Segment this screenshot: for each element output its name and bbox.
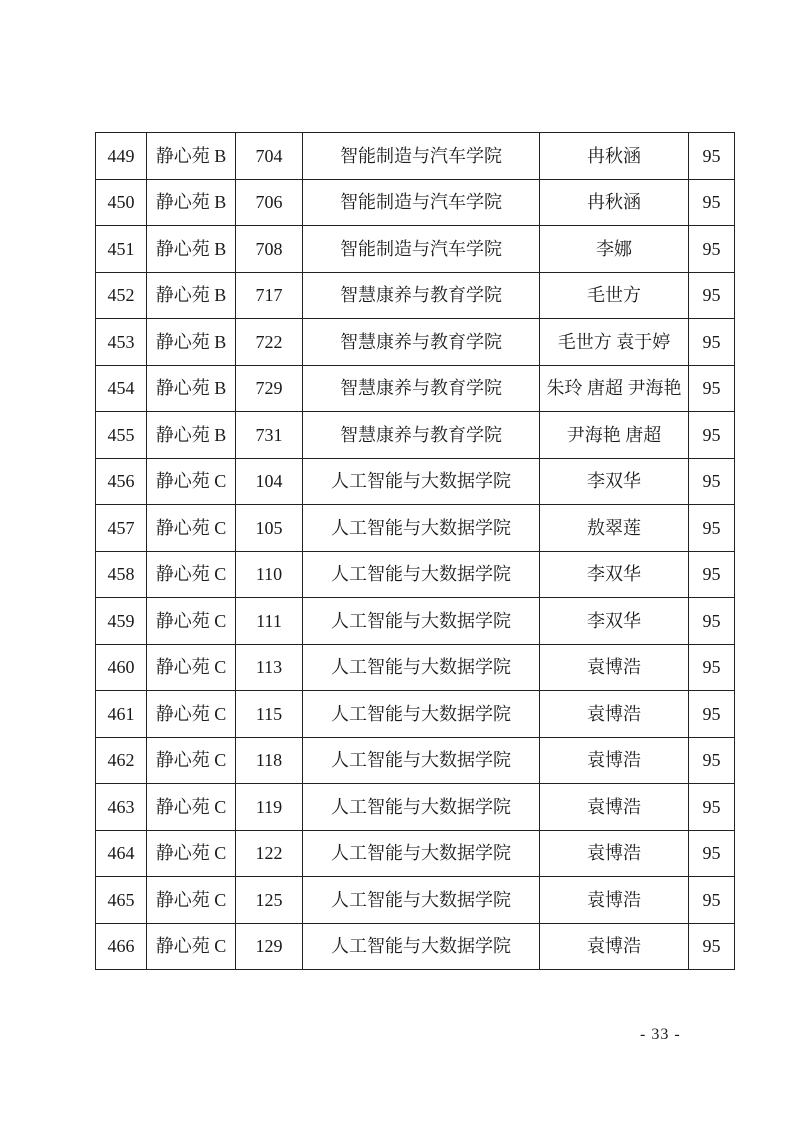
teacher-name: 冉秋涵 [540, 179, 689, 226]
building-name: 静心苑 C [147, 598, 236, 645]
teacher-name: 袁博浩 [540, 877, 689, 924]
row-number: 452 [96, 272, 147, 319]
room-number: 729 [236, 365, 303, 412]
college-name: 智能制造与汽车学院 [303, 226, 540, 273]
score: 95 [689, 319, 735, 366]
building-name: 静心苑 C [147, 737, 236, 784]
score: 95 [689, 133, 735, 180]
score: 95 [689, 179, 735, 226]
table-row [96, 458, 735, 505]
college-name: 智慧康养与教育学院 [303, 272, 540, 319]
score: 95 [689, 784, 735, 831]
row-number: 465 [96, 877, 147, 924]
room-number: 125 [236, 877, 303, 924]
teacher-name: 袁博浩 [540, 923, 689, 970]
building-name: 静心苑 C [147, 877, 236, 924]
row-number: 463 [96, 784, 147, 831]
score: 95 [689, 830, 735, 877]
score: 95 [689, 691, 735, 738]
college-name: 人工智能与大数据学院 [303, 505, 540, 552]
building-name: 静心苑 B [147, 226, 236, 273]
building-name: 静心苑 C [147, 644, 236, 691]
college-name: 智能制造与汽车学院 [303, 133, 540, 180]
room-number: 104 [236, 458, 303, 505]
table-row [96, 691, 735, 738]
room-number: 704 [236, 133, 303, 180]
table-row [96, 365, 735, 412]
room-number: 122 [236, 830, 303, 877]
building-name: 静心苑 C [147, 505, 236, 552]
table-row [96, 319, 735, 366]
score: 95 [689, 923, 735, 970]
table-row [96, 644, 735, 691]
building-name: 静心苑 C [147, 458, 236, 505]
room-number: 119 [236, 784, 303, 831]
score: 95 [689, 412, 735, 459]
teacher-name: 敖翠莲 [540, 505, 689, 552]
room-number: 129 [236, 923, 303, 970]
row-number: 453 [96, 319, 147, 366]
room-number: 717 [236, 272, 303, 319]
teacher-name: 袁博浩 [540, 784, 689, 831]
teacher-name: 毛世方 袁于婷 [540, 319, 689, 366]
row-number: 454 [96, 365, 147, 412]
room-number: 110 [236, 551, 303, 598]
college-name: 人工智能与大数据学院 [303, 784, 540, 831]
row-number: 461 [96, 691, 147, 738]
row-number: 460 [96, 644, 147, 691]
table-row [96, 784, 735, 831]
college-name: 人工智能与大数据学院 [303, 830, 540, 877]
room-number: 118 [236, 737, 303, 784]
building-name: 静心苑 B [147, 412, 236, 459]
teacher-name: 袁博浩 [540, 691, 689, 738]
room-number: 105 [236, 505, 303, 552]
table-row [96, 551, 735, 598]
table-row [96, 133, 735, 180]
teacher-name: 李双华 [540, 598, 689, 645]
dormitory-score-table [95, 132, 735, 970]
table-row [96, 505, 735, 552]
score: 95 [689, 365, 735, 412]
teacher-name: 袁博浩 [540, 830, 689, 877]
row-number: 450 [96, 179, 147, 226]
score: 95 [689, 598, 735, 645]
teacher-name: 冉秋涵 [540, 133, 689, 180]
row-number: 457 [96, 505, 147, 552]
score: 95 [689, 505, 735, 552]
row-number: 466 [96, 923, 147, 970]
row-number: 458 [96, 551, 147, 598]
teacher-name: 尹海艳 唐超 [540, 412, 689, 459]
score: 95 [689, 737, 735, 784]
score: 95 [689, 226, 735, 273]
row-number: 451 [96, 226, 147, 273]
table-row [96, 737, 735, 784]
college-name: 智慧康养与教育学院 [303, 365, 540, 412]
teacher-name: 袁博浩 [540, 644, 689, 691]
college-name: 人工智能与大数据学院 [303, 458, 540, 505]
teacher-name: 李双华 [540, 458, 689, 505]
score: 95 [689, 458, 735, 505]
college-name: 人工智能与大数据学院 [303, 644, 540, 691]
building-name: 静心苑 C [147, 551, 236, 598]
row-number: 462 [96, 737, 147, 784]
college-name: 人工智能与大数据学院 [303, 737, 540, 784]
score: 95 [689, 272, 735, 319]
teacher-name: 袁博浩 [540, 737, 689, 784]
college-name: 智慧康养与教育学院 [303, 412, 540, 459]
room-number: 111 [236, 598, 303, 645]
row-number: 449 [96, 133, 147, 180]
row-number: 464 [96, 830, 147, 877]
building-name: 静心苑 C [147, 784, 236, 831]
teacher-name: 朱玲 唐超 尹海艳 [540, 365, 689, 412]
table-row [96, 923, 735, 970]
table-row [96, 412, 735, 459]
college-name: 人工智能与大数据学院 [303, 598, 540, 645]
score: 95 [689, 877, 735, 924]
table-row [96, 226, 735, 273]
teacher-name: 李娜 [540, 226, 689, 273]
room-number: 115 [236, 691, 303, 738]
row-number: 459 [96, 598, 147, 645]
table-row [96, 598, 735, 645]
table-row [96, 830, 735, 877]
building-name: 静心苑 C [147, 830, 236, 877]
score: 95 [689, 644, 735, 691]
table-row [96, 272, 735, 319]
building-name: 静心苑 C [147, 691, 236, 738]
table-row [96, 877, 735, 924]
building-name: 静心苑 B [147, 179, 236, 226]
row-number: 455 [96, 412, 147, 459]
college-name: 智能制造与汽车学院 [303, 179, 540, 226]
page-number: - 33 - [640, 1026, 681, 1043]
college-name: 人工智能与大数据学院 [303, 877, 540, 924]
building-name: 静心苑 B [147, 319, 236, 366]
score: 95 [689, 551, 735, 598]
college-name: 人工智能与大数据学院 [303, 551, 540, 598]
row-number: 456 [96, 458, 147, 505]
room-number: 708 [236, 226, 303, 273]
building-name: 静心苑 C [147, 923, 236, 970]
college-name: 人工智能与大数据学院 [303, 923, 540, 970]
room-number: 722 [236, 319, 303, 366]
room-number: 706 [236, 179, 303, 226]
teacher-name: 毛世方 [540, 272, 689, 319]
room-number: 731 [236, 412, 303, 459]
room-number: 113 [236, 644, 303, 691]
building-name: 静心苑 B [147, 365, 236, 412]
college-name: 智慧康养与教育学院 [303, 319, 540, 366]
college-name: 人工智能与大数据学院 [303, 691, 540, 738]
table-body [96, 133, 735, 970]
building-name: 静心苑 B [147, 133, 236, 180]
building-name: 静心苑 B [147, 272, 236, 319]
table-row [96, 179, 735, 226]
teacher-name: 李双华 [540, 551, 689, 598]
